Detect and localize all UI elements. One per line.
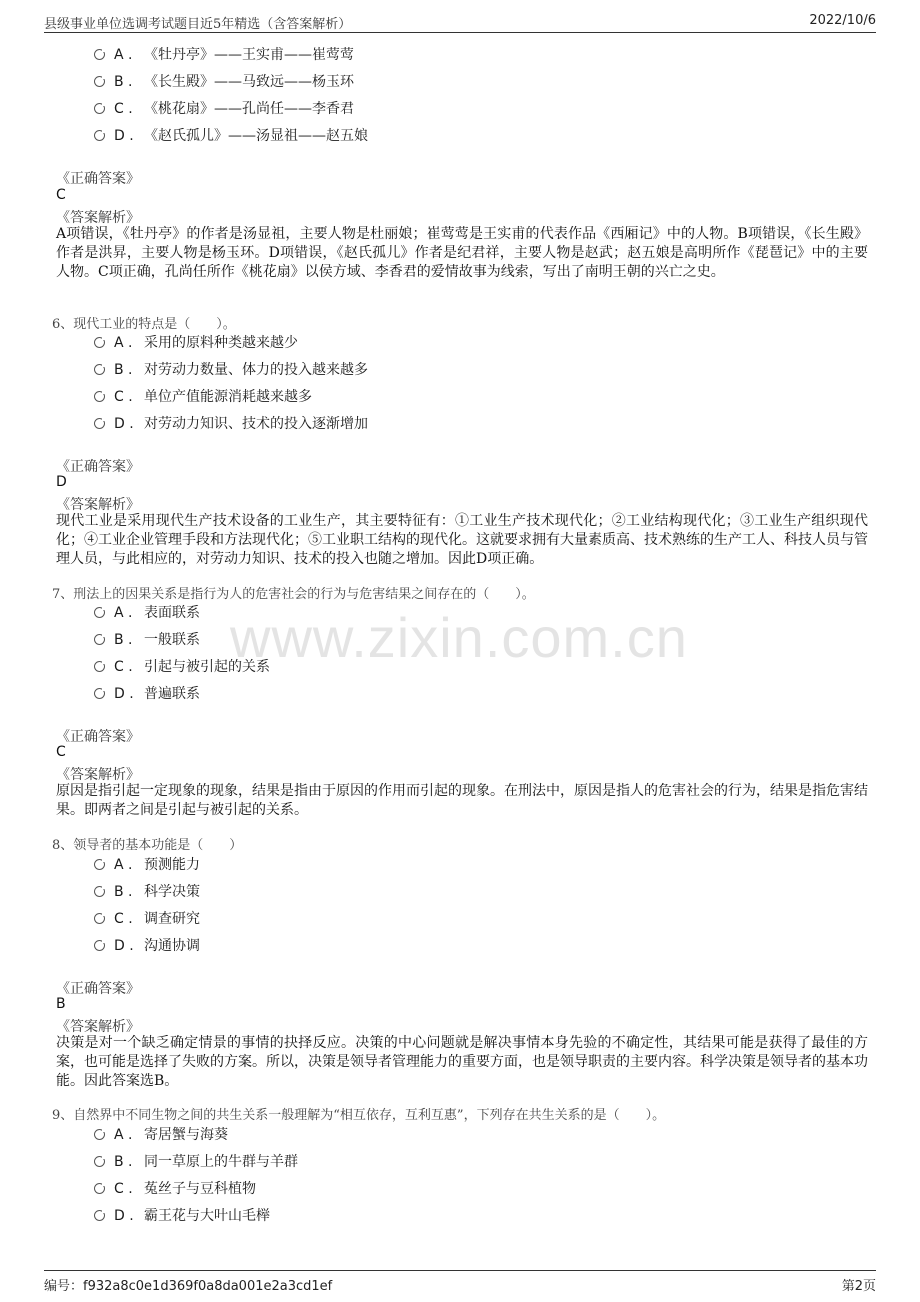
page-number: 第2页 <box>841 1279 876 1294</box>
radio-icon[interactable] <box>94 688 105 699</box>
q7-option-c[interactable]: C . 引起与被引起的关系 <box>94 657 270 677</box>
q9-option-c[interactable]: C . 菟丝子与豆科植物 <box>94 1179 256 1199</box>
q7-option-b[interactable]: B . 一般联系 <box>94 630 200 650</box>
q5-option-b[interactable]: B . 《长生殿》——马致远——杨玉环 <box>94 72 354 92</box>
radio-icon[interactable] <box>94 49 105 60</box>
q5-option-c[interactable]: C . 《桃花扇》——孔尚任——李香君 <box>94 99 354 119</box>
question-stem: 7、刑法上的因果关系是指行为人的危害社会的行为与危害结果之间存在的（ ）。 <box>52 587 535 602</box>
analysis-label: 《答案解析》 <box>56 1019 140 1035</box>
q8-option-c[interactable]: C . 调查研究 <box>94 909 200 929</box>
q9-option-b[interactable]: B . 同一草原上的牛群与羊群 <box>94 1152 298 1172</box>
q9-option-a[interactable]: A . 寄居蟹与海葵 <box>94 1125 228 1145</box>
q8-option-a[interactable]: A . 预测能力 <box>94 855 200 875</box>
q9-option-d[interactable]: D . 霸王花与大叶山毛榉 <box>94 1206 270 1226</box>
analysis-text: 原因是指引起一定现象的现象，结果是指由于原因的作用而引起的现象。在刑法中，原因是指人的危害社会的行为，结果是指危害结果。即两者之间是引起与被引起的关系。 <box>56 783 868 818</box>
radio-icon[interactable] <box>94 634 105 645</box>
q6-option-b[interactable]: B . 对劳动力数量、体力的投入越来越多 <box>94 360 368 380</box>
radio-icon[interactable] <box>94 859 105 870</box>
q6-option-d[interactable]: D . 对劳动力知识、技术的投入逐渐增加 <box>94 414 368 434</box>
radio-icon[interactable] <box>94 1156 105 1167</box>
correct-answer-label: 《正确答案》 <box>56 459 140 475</box>
correct-answer-label: 《正确答案》 <box>56 171 140 187</box>
radio-icon[interactable] <box>94 364 105 375</box>
analysis-text: 现代工业是采用现代生产技术设备的工业生产，其主要特征有：①工业生产技术现代化；②工业结构现代化；③工业生产组织现代化；④工业企业管理手段和方法现代化；⑤工业职工结构的现代化。这就要求拥有大量素质高、技术熟练的生产工人、科技人员与管理人员，与此相应的，对劳动力知识、技术的投入也随之增加。因此D项正确。 <box>56 513 868 567</box>
radio-icon[interactable] <box>94 337 105 348</box>
radio-icon[interactable] <box>94 418 105 429</box>
analysis-text: 决策是对一个缺乏确定情景的事情的抉择反应。决策的中心问题就是解决事情本身先验的不确定性，其结果可能是获得了最佳的方案，也可能是选择了失败的方案。所以，决策是领导者管理能力的重要方面，也是领导职责的主要内容。科学决策是领导者的基本功能。因此答案选B。 <box>56 1035 868 1089</box>
correct-answer: C <box>56 744 66 760</box>
radio-icon[interactable] <box>94 886 105 897</box>
q6-option-c[interactable]: C . 单位产值能源消耗越来越多 <box>94 387 312 407</box>
radio-icon[interactable] <box>94 940 105 951</box>
document-code: 编号：f932a8c0e1d369f0a8da001e2a3cd1ef <box>44 1279 333 1294</box>
q5-option-a[interactable]: A . 《牡丹亭》——王实甫——崔莺莺 <box>94 45 354 65</box>
radio-icon[interactable] <box>94 913 105 924</box>
q5-option-d[interactable]: D . 《赵氏孤儿》——汤显祖——赵五娘 <box>94 126 368 146</box>
radio-icon[interactable] <box>94 1129 105 1140</box>
watermark: www.zixin.com.cn <box>230 606 688 669</box>
correct-answer-label: 《正确答案》 <box>56 981 140 997</box>
question-stem: 6、现代工业的特点是（ ）。 <box>52 317 236 332</box>
question-stem: 9、自然界中不同生物之间的共生关系一般理解为“相互依存，互利互惠”，下列存在共生关系的是（ ）。 <box>52 1108 666 1123</box>
q8-option-b[interactable]: B . 科学决策 <box>94 882 200 902</box>
radio-icon[interactable] <box>94 1183 105 1194</box>
correct-answer: B <box>56 996 66 1012</box>
document-date: 2022/10/6 <box>809 13 876 28</box>
radio-icon[interactable] <box>94 76 105 87</box>
analysis-label: 《答案解析》 <box>56 497 140 513</box>
correct-answer: D <box>56 474 67 490</box>
correct-answer-label: 《正确答案》 <box>56 729 140 745</box>
radio-icon[interactable] <box>94 103 105 114</box>
q7-option-d[interactable]: D . 普遍联系 <box>94 684 200 704</box>
radio-icon[interactable] <box>94 130 105 141</box>
q7-option-a[interactable]: A . 表面联系 <box>94 603 200 623</box>
radio-icon[interactable] <box>94 391 105 402</box>
page-header <box>44 10 876 33</box>
page-footer <box>44 1270 876 1293</box>
analysis-label: 《答案解析》 <box>56 210 140 226</box>
analysis-text: A项错误，《牡丹亭》的作者是汤显祖，主要人物是杜丽娘；崔莺莺是王实甫的代表作品《西厢记》中的人物。B项错误，《长生殿》作者是洪昇，主要人物是杨玉环。D项错误，《赵氏孤儿》作者是纪君祥，主要人物是赵武；赵五娘是高明所作《琵琶记》中的主要人物。C项正确，孔尚任所作《桃花扇》以侯方域、李香君的爱情故事为线索，写出了南明王朝的兴亡之史。 <box>56 226 868 280</box>
analysis-label: 《答案解析》 <box>56 767 140 783</box>
radio-icon[interactable] <box>94 607 105 618</box>
q6-option-a[interactable]: A . 采用的原料种类越来越少 <box>94 333 298 353</box>
question-stem: 8、领导者的基本功能是（ ） <box>52 838 243 853</box>
correct-answer: C <box>56 187 66 203</box>
radio-icon[interactable] <box>94 1210 105 1221</box>
q8-option-d[interactable]: D . 沟通协调 <box>94 936 200 956</box>
radio-icon[interactable] <box>94 661 105 672</box>
document-title: 县级事业单位选调考试题目近5年精选（含答案解析） <box>44 17 352 32</box>
